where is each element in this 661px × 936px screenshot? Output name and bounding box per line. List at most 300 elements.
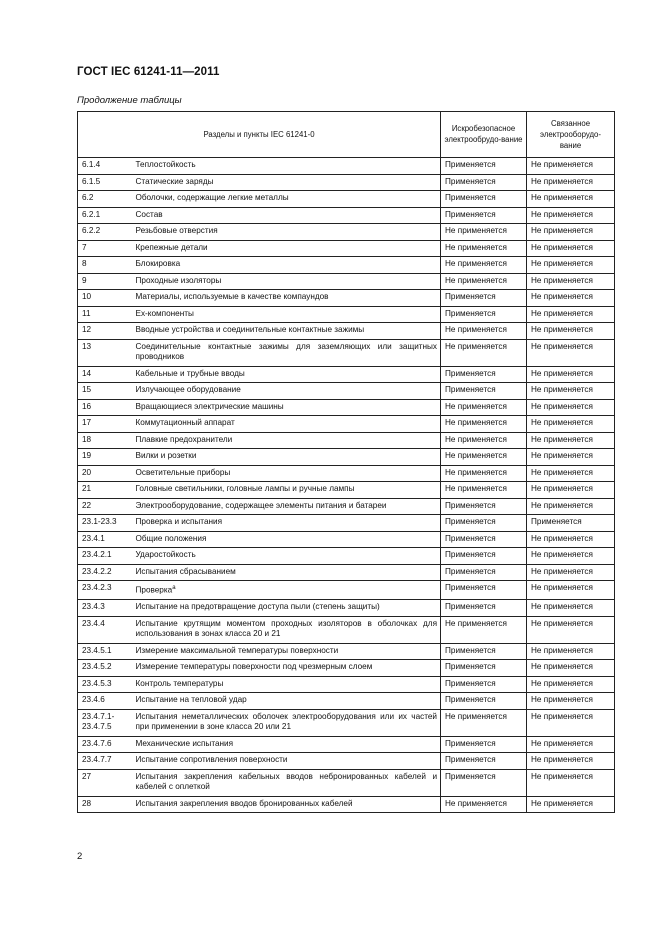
associated-equipment-status-text: Не применяется bbox=[531, 434, 593, 444]
section-title bbox=[134, 273, 441, 290]
table-row bbox=[78, 531, 615, 548]
section-number bbox=[78, 616, 134, 643]
section-number bbox=[78, 643, 134, 660]
intrinsically-safe-status-text: Не применяется bbox=[445, 325, 507, 334]
intrinsically-safe-status-text: Применяется bbox=[445, 662, 496, 672]
intrinsically-safe-status-text: Не применяется bbox=[445, 226, 507, 235]
section-title bbox=[134, 399, 441, 416]
section-number-text: 18 bbox=[82, 434, 92, 444]
section-number-text: 6.1.5 bbox=[82, 176, 101, 186]
document-title: ГОСТ IEC 61241-11—2011 bbox=[77, 66, 220, 78]
section-number bbox=[78, 224, 134, 241]
section-title-text: Статические заряды bbox=[135, 176, 214, 186]
intrinsically-safe-status bbox=[441, 257, 527, 274]
section-number-text: 23.4.1 bbox=[82, 533, 105, 543]
section-title-text: Проверка и испытания bbox=[135, 517, 223, 526]
section-number bbox=[78, 399, 134, 416]
requirements-table bbox=[77, 111, 615, 813]
section-number bbox=[78, 207, 134, 224]
associated-equipment-status-text: Не применяется bbox=[531, 451, 593, 460]
section-title-text: Контроль температуры bbox=[135, 678, 224, 688]
table-row bbox=[78, 273, 615, 290]
section-title bbox=[134, 240, 441, 257]
intrinsically-safe-status-text: Применяется bbox=[445, 160, 496, 169]
intrinsically-safe-status bbox=[441, 531, 527, 548]
intrinsically-safe-status bbox=[441, 158, 527, 175]
associated-equipment-status-text: Не применяется bbox=[531, 209, 593, 219]
associated-equipment-status bbox=[527, 207, 615, 224]
section-number-text: 21 bbox=[82, 484, 92, 493]
associated-equipment-status bbox=[527, 796, 615, 813]
intrinsically-safe-status bbox=[441, 796, 527, 813]
intrinsically-safe-status bbox=[441, 643, 527, 660]
section-title-text: Блокировка bbox=[135, 259, 181, 268]
section-number bbox=[78, 564, 134, 581]
section-number-text: 7 bbox=[82, 242, 87, 252]
associated-equipment-status bbox=[527, 465, 615, 482]
section-title bbox=[134, 257, 441, 274]
intrinsically-safe-status-text: Применяется bbox=[445, 517, 496, 526]
associated-equipment-status bbox=[527, 449, 615, 466]
intrinsically-safe-status-text: Не применяется bbox=[445, 259, 507, 268]
associated-equipment-status-text: Не применяется bbox=[531, 533, 593, 543]
intrinsically-safe-status bbox=[441, 399, 527, 416]
intrinsically-safe-status-text: Не применяется bbox=[445, 275, 507, 285]
section-title bbox=[134, 753, 441, 770]
associated-equipment-status bbox=[527, 643, 615, 660]
section-title-text: Проходные изоляторы bbox=[135, 275, 222, 285]
associated-equipment-status bbox=[527, 416, 615, 433]
associated-equipment-status-text: Применяется bbox=[531, 517, 582, 526]
section-number-text: 12 bbox=[82, 325, 92, 334]
associated-equipment-status-text: Не применяется bbox=[531, 401, 593, 411]
associated-equipment-status-text: Не применяется bbox=[531, 645, 593, 655]
associated-equipment-status-text: Не применяется bbox=[531, 368, 593, 378]
associated-equipment-status-text: Не применяется bbox=[531, 193, 593, 202]
associated-equipment-status-text: Не применяется bbox=[531, 662, 593, 672]
associated-equipment-status-text: Не применяется bbox=[531, 711, 593, 721]
associated-equipment-status bbox=[527, 600, 615, 617]
table-row bbox=[78, 643, 615, 660]
associated-equipment-status-text: Не применяется bbox=[531, 341, 593, 351]
section-number-text: 23.4.5.3 bbox=[82, 678, 112, 688]
associated-equipment-status-text: Не применяется bbox=[531, 771, 593, 781]
associated-equipment-status bbox=[527, 531, 615, 548]
associated-equipment-status-text: Не применяется bbox=[531, 325, 593, 334]
table-header-row bbox=[78, 112, 615, 158]
section-number-text: 23.4.4 bbox=[82, 618, 105, 628]
associated-equipment-status-text: Не применяется bbox=[531, 275, 593, 285]
table-row bbox=[78, 736, 615, 753]
table-row bbox=[78, 676, 615, 693]
intrinsically-safe-status bbox=[441, 564, 527, 581]
section-number bbox=[78, 482, 134, 499]
section-title bbox=[134, 616, 441, 643]
section-number-text: 10 bbox=[82, 292, 92, 301]
associated-equipment-status-text: Не применяется bbox=[531, 500, 593, 510]
section-title-text: Кабельные и трубные вводы bbox=[135, 368, 245, 378]
intrinsically-safe-status-text: Не применяется bbox=[445, 242, 507, 252]
intrinsically-safe-status-text: Не применяется bbox=[445, 434, 507, 444]
section-number-text: 20 bbox=[82, 467, 92, 477]
section-number-text: 23.4.2.1 bbox=[82, 550, 112, 559]
section-title-text: Вращающиеся электрические машины bbox=[135, 401, 284, 411]
associated-equipment-status bbox=[527, 709, 615, 736]
section-title bbox=[134, 643, 441, 660]
associated-equipment-status bbox=[527, 323, 615, 340]
table-row bbox=[78, 174, 615, 191]
associated-equipment-status-text: Не применяется bbox=[531, 292, 593, 301]
table-row bbox=[78, 416, 615, 433]
section-number-text: 11 bbox=[82, 308, 91, 318]
section-title bbox=[134, 498, 441, 515]
intrinsically-safe-status-text: Не применяется bbox=[445, 711, 507, 721]
associated-equipment-status bbox=[527, 676, 615, 693]
section-title-text: Соединительные контактные зажимы для заземляющих или защитных проводников bbox=[135, 341, 438, 361]
section-title bbox=[134, 736, 441, 753]
table-row bbox=[78, 515, 615, 532]
section-number-text: 23.4.7.7 bbox=[82, 755, 112, 765]
table-row bbox=[78, 240, 615, 257]
intrinsically-safe-status bbox=[441, 736, 527, 753]
section-title-text: Общие положения bbox=[135, 533, 207, 543]
section-number bbox=[78, 416, 134, 433]
associated-equipment-status bbox=[527, 224, 615, 241]
section-number bbox=[78, 174, 134, 191]
section-title bbox=[134, 224, 441, 241]
section-number bbox=[78, 753, 134, 770]
section-number-text: 17 bbox=[82, 418, 92, 427]
intrinsically-safe-status-text: Не применяется bbox=[445, 618, 507, 628]
section-title bbox=[134, 383, 441, 400]
intrinsically-safe-status-text: Применяется bbox=[445, 738, 496, 748]
section-title-text: Электрооборудование, содержащее элементы питания и батареи bbox=[135, 500, 387, 510]
intrinsically-safe-status bbox=[441, 191, 527, 208]
section-title bbox=[134, 796, 441, 813]
section-title-text: Состав bbox=[135, 209, 163, 219]
intrinsically-safe-status bbox=[441, 383, 527, 400]
intrinsically-safe-status-text: Применяется bbox=[445, 583, 496, 592]
associated-equipment-status bbox=[527, 273, 615, 290]
table-row bbox=[78, 709, 615, 736]
associated-equipment-status bbox=[527, 240, 615, 257]
intrinsically-safe-column-header: Искробезопасное электрообрудо-вание bbox=[441, 112, 527, 158]
section-title-text: Проверка bbox=[135, 585, 173, 595]
section-number-text: 23.4.5.1 bbox=[82, 645, 112, 655]
intrinsically-safe-status-text: Применяется bbox=[445, 533, 496, 543]
section-title-text: Коммутационный аппарат bbox=[135, 418, 235, 427]
table-caption: Продолжение таблицы bbox=[77, 95, 182, 106]
section-number bbox=[78, 548, 134, 565]
section-number bbox=[78, 323, 134, 340]
table-row bbox=[78, 191, 615, 208]
associated-equipment-status bbox=[527, 306, 615, 323]
section-number bbox=[78, 306, 134, 323]
intrinsically-safe-status-text: Применяется bbox=[445, 500, 496, 510]
section-number-text: 23.1-23.3 bbox=[82, 517, 117, 526]
associated-equipment-status bbox=[527, 174, 615, 191]
intrinsically-safe-status bbox=[441, 449, 527, 466]
table-row bbox=[78, 224, 615, 241]
intrinsically-safe-status-text: Применяется bbox=[445, 771, 496, 781]
table-row bbox=[78, 339, 615, 366]
section-number bbox=[78, 676, 134, 693]
section-number-text: 9 bbox=[82, 275, 87, 285]
associated-equipment-status bbox=[527, 399, 615, 416]
section-title bbox=[134, 416, 441, 433]
section-title-text: Вводные устройства и соединительные контактные зажимы bbox=[135, 325, 365, 334]
section-number-text: 23.4.7.6 bbox=[82, 738, 112, 748]
associated-equipment-status-text: Не применяется bbox=[531, 484, 593, 493]
table-row bbox=[78, 753, 615, 770]
table-row bbox=[78, 432, 615, 449]
associated-equipment-status-text: Не применяется bbox=[531, 602, 593, 612]
associated-equipment-status bbox=[527, 383, 615, 400]
section-number-text: 19 bbox=[82, 451, 92, 460]
associated-equipment-status bbox=[527, 769, 615, 796]
table-row bbox=[78, 306, 615, 323]
associated-equipment-status-text: Не применяется bbox=[531, 678, 593, 688]
intrinsically-safe-status-text: Применяется bbox=[445, 645, 496, 655]
section-title-text: Испытания закрепления кабельных вводов небронированных кабелей и кабелей с оплеткой bbox=[135, 771, 438, 792]
footnote-marker: а bbox=[172, 585, 176, 591]
associated-equipment-status bbox=[527, 366, 615, 383]
intrinsically-safe-status bbox=[441, 548, 527, 565]
intrinsically-safe-status bbox=[441, 273, 527, 290]
associated-equipment-status-text: Не применяется bbox=[531, 226, 593, 235]
intrinsically-safe-status-text: Не применяется bbox=[445, 341, 507, 351]
table-body bbox=[78, 158, 615, 813]
section-title-text: Испытание на предотвращение доступа пыли (степень защиты) bbox=[135, 602, 380, 612]
section-title bbox=[134, 290, 441, 307]
associated-equipment-status bbox=[527, 736, 615, 753]
intrinsically-safe-status-text: Не применяется bbox=[445, 451, 507, 460]
associated-equipment-status-text: Не применяется bbox=[531, 618, 593, 628]
intrinsically-safe-status bbox=[441, 174, 527, 191]
intrinsically-safe-status bbox=[441, 416, 527, 433]
table-row bbox=[78, 257, 615, 274]
associated-equipment-status-text: Не применяется bbox=[531, 566, 593, 576]
section-title bbox=[134, 306, 441, 323]
intrinsically-safe-status bbox=[441, 676, 527, 693]
associated-equipment-status-text: Не применяется bbox=[531, 308, 593, 318]
intrinsically-safe-status-text: Применяется bbox=[445, 368, 496, 378]
section-title-text: Ex-компоненты bbox=[135, 308, 194, 318]
section-title bbox=[134, 676, 441, 693]
section-number bbox=[78, 240, 134, 257]
section-title bbox=[134, 449, 441, 466]
intrinsically-safe-status bbox=[441, 224, 527, 241]
section-title-text: Измерение температуры поверхности под чрезмерным слоем bbox=[135, 662, 373, 672]
associated-equipment-status-text: Не применяется bbox=[531, 467, 593, 477]
section-number bbox=[78, 531, 134, 548]
associated-equipment-status-text: Не применяется bbox=[531, 259, 593, 268]
section-number-text: 23.4.2.2 bbox=[82, 566, 112, 576]
section-title bbox=[134, 339, 441, 366]
section-title bbox=[134, 432, 441, 449]
intrinsically-safe-status bbox=[441, 600, 527, 617]
intrinsically-safe-status-text: Не применяется bbox=[445, 467, 507, 477]
table-row bbox=[78, 323, 615, 340]
section-number-text: 13 bbox=[82, 341, 92, 351]
section-title bbox=[134, 660, 441, 677]
section-title-text: Испытания закрепления вводов бронированных кабелей bbox=[135, 798, 353, 808]
intrinsically-safe-status-text: Применяется bbox=[445, 678, 496, 688]
section-number bbox=[78, 366, 134, 383]
section-number bbox=[78, 383, 134, 400]
associated-equipment-status-text: Не применяется bbox=[531, 550, 593, 559]
section-number bbox=[78, 709, 134, 736]
section-number-text: 6.2.1 bbox=[82, 209, 101, 219]
section-number-text: 14 bbox=[82, 368, 92, 378]
intrinsically-safe-status bbox=[441, 240, 527, 257]
section-title bbox=[134, 323, 441, 340]
section-number bbox=[78, 796, 134, 813]
section-title-text: Осветительные приборы bbox=[135, 467, 231, 477]
intrinsically-safe-status-text: Применяется bbox=[445, 193, 496, 202]
section-number-text: 6.1.4 bbox=[82, 160, 101, 169]
intrinsically-safe-status-text: Применяется bbox=[445, 566, 496, 576]
section-title bbox=[134, 709, 441, 736]
associated-equipment-status bbox=[527, 753, 615, 770]
associated-equipment-status bbox=[527, 564, 615, 581]
section-number-text: 23.4.3 bbox=[82, 602, 105, 612]
intrinsically-safe-status bbox=[441, 306, 527, 323]
section-title-text: Механические испытания bbox=[135, 738, 234, 748]
table-row bbox=[78, 158, 615, 175]
associated-equipment-status-text: Не применяется bbox=[531, 583, 593, 592]
section-title-text: Плавкие предохранители bbox=[135, 434, 233, 444]
section-title bbox=[134, 581, 441, 600]
associated-equipment-status-text: Не применяется bbox=[531, 738, 593, 748]
section-title-text: Излучающее оборудование bbox=[135, 385, 241, 394]
section-number bbox=[78, 191, 134, 208]
intrinsically-safe-status-text: Применяется bbox=[445, 385, 496, 394]
intrinsically-safe-status bbox=[441, 660, 527, 677]
associated-equipment-status bbox=[527, 257, 615, 274]
intrinsically-safe-status bbox=[441, 581, 527, 600]
section-title bbox=[134, 600, 441, 617]
table-row bbox=[78, 366, 615, 383]
section-title bbox=[134, 191, 441, 208]
associated-equipment-status bbox=[527, 515, 615, 532]
intrinsically-safe-status-text: Применяется bbox=[445, 550, 496, 559]
section-title-text: Резьбовые отверстия bbox=[135, 226, 218, 235]
section-title bbox=[134, 548, 441, 565]
section-title-text: Испытание сопротивления поверхности bbox=[135, 755, 288, 765]
section-title-text: Испытание крутящим моментом проходных изоляторов в оболочках для использования в зонах класса 20 и 21 bbox=[135, 618, 438, 639]
intrinsically-safe-status bbox=[441, 465, 527, 482]
section-title-text: Ударостойкость bbox=[135, 550, 196, 559]
intrinsically-safe-status-text: Применяется bbox=[445, 602, 496, 612]
section-number bbox=[78, 432, 134, 449]
associated-equipment-status bbox=[527, 660, 615, 677]
section-title-text: Оболочки, содержащие легкие металлы bbox=[135, 193, 289, 202]
table-row bbox=[78, 796, 615, 813]
section-title-text: Крепежные детали bbox=[135, 242, 208, 252]
associated-equipment-column-header: Связанное электрооборудо-вание bbox=[527, 112, 615, 158]
section-title bbox=[134, 158, 441, 175]
table-row bbox=[78, 498, 615, 515]
section-title-text: Головные светильники, головные лампы и ручные лампы bbox=[135, 484, 355, 493]
associated-equipment-status-text: Не применяется bbox=[531, 798, 593, 808]
section-number-text: 22 bbox=[82, 500, 92, 510]
section-title-text: Вилки и розетки bbox=[135, 451, 197, 460]
table-row bbox=[78, 600, 615, 617]
section-number-text: 23.4.2.3 bbox=[82, 583, 112, 592]
associated-equipment-status bbox=[527, 616, 615, 643]
intrinsically-safe-status bbox=[441, 366, 527, 383]
section-number-text: 28 bbox=[82, 798, 92, 808]
section-title-text: Измерение максимальной температуры поверхности bbox=[135, 645, 339, 655]
section-number-text: 15 bbox=[82, 385, 92, 394]
intrinsically-safe-status bbox=[441, 482, 527, 499]
associated-equipment-status bbox=[527, 581, 615, 600]
associated-equipment-status-text: Не применяется bbox=[531, 385, 593, 394]
table-row bbox=[78, 465, 615, 482]
section-number bbox=[78, 693, 134, 710]
intrinsically-safe-status bbox=[441, 693, 527, 710]
intrinsically-safe-status bbox=[441, 207, 527, 224]
table-row bbox=[78, 290, 615, 307]
table-row bbox=[78, 548, 615, 565]
intrinsically-safe-status bbox=[441, 498, 527, 515]
intrinsically-safe-status-text: Не применяется bbox=[445, 401, 507, 411]
intrinsically-safe-status-text: Не применяется bbox=[445, 798, 507, 808]
intrinsically-safe-status-text: Не применяется bbox=[445, 484, 507, 493]
table-row bbox=[78, 207, 615, 224]
intrinsically-safe-status bbox=[441, 323, 527, 340]
section-number-text: 16 bbox=[82, 401, 92, 411]
section-number bbox=[78, 257, 134, 274]
page-number: 2 bbox=[77, 851, 83, 862]
intrinsically-safe-status-text: Применяется bbox=[445, 755, 496, 765]
intrinsically-safe-status bbox=[441, 290, 527, 307]
intrinsically-safe-status-text: Применяется bbox=[445, 695, 496, 705]
section-title bbox=[134, 531, 441, 548]
intrinsically-safe-status bbox=[441, 432, 527, 449]
associated-equipment-status-text: Не применяется bbox=[531, 176, 593, 186]
section-number bbox=[78, 498, 134, 515]
section-number-text: 6.2.2 bbox=[82, 226, 101, 235]
associated-equipment-status-text: Не применяется bbox=[531, 242, 593, 252]
associated-equipment-status-text: Не применяется bbox=[531, 160, 593, 169]
associated-equipment-status bbox=[527, 548, 615, 565]
section-number bbox=[78, 465, 134, 482]
associated-equipment-status bbox=[527, 191, 615, 208]
table-row bbox=[78, 449, 615, 466]
table-row bbox=[78, 616, 615, 643]
section-number bbox=[78, 273, 134, 290]
intrinsically-safe-status-text: Применяется bbox=[445, 209, 496, 219]
table-row bbox=[78, 660, 615, 677]
intrinsically-safe-status bbox=[441, 753, 527, 770]
section-title bbox=[134, 482, 441, 499]
section-number-text: 8 bbox=[82, 259, 87, 268]
section-title-text: Испытания неметаллических оболочек электрооборудования или их частей при применении в зоне класса 20 или 21 bbox=[135, 711, 438, 732]
associated-equipment-status bbox=[527, 498, 615, 515]
associated-equipment-status bbox=[527, 339, 615, 366]
intrinsically-safe-status bbox=[441, 339, 527, 366]
intrinsically-safe-status bbox=[441, 709, 527, 736]
associated-equipment-status-text: Не применяется bbox=[531, 755, 593, 765]
section-title-text: Испытание на тепловой удар bbox=[135, 695, 247, 705]
section-title bbox=[134, 465, 441, 482]
table-row bbox=[78, 581, 615, 600]
section-number-text: 6.2 bbox=[82, 193, 94, 202]
sections-column-header: Разделы и пункты IEC 61241-0 bbox=[78, 112, 441, 158]
section-number bbox=[78, 339, 134, 366]
